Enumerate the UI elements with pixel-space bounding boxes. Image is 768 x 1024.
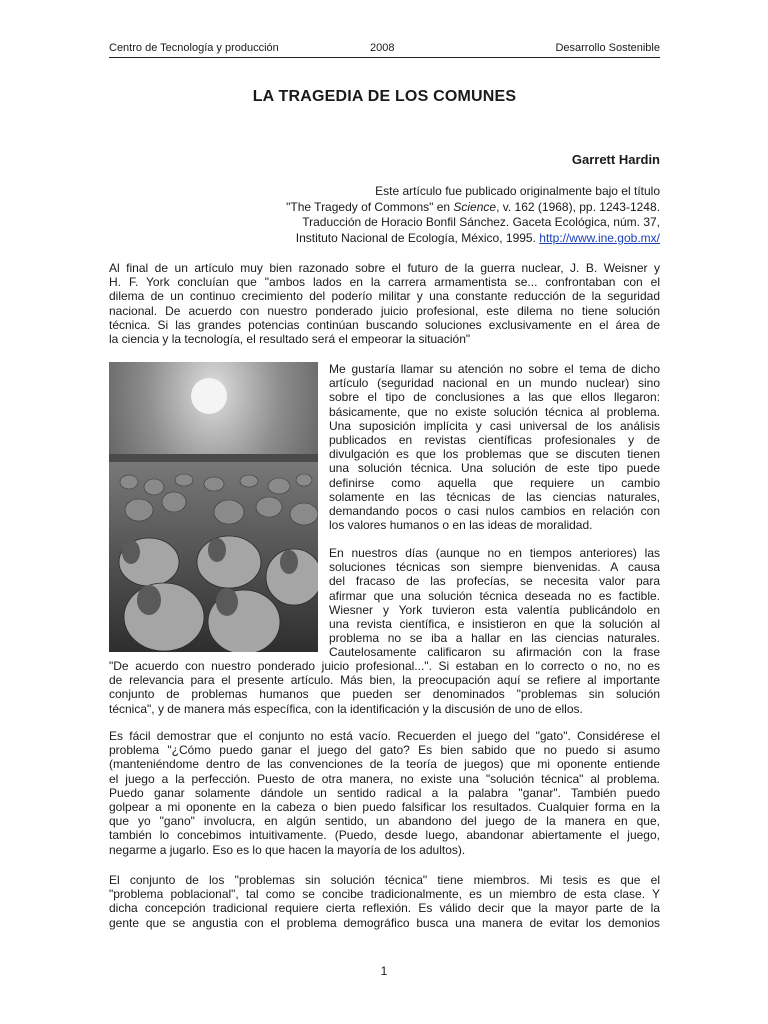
article-author: Garrett Hardin xyxy=(571,152,660,167)
text-line: gente que se angustia con el problema demográfico busca una manera de evitar los demonios xyxy=(109,915,660,930)
text-line: problema "¿Cómo puedo ganar el juego del gato? Es bien sabido que no puedo si asumo xyxy=(109,743,660,758)
text-line: nacional. De acuerdo con nuestro ponderado juicio profesional, este dilema no tiene solución xyxy=(109,303,660,318)
journal-name: Science xyxy=(453,199,497,214)
text-line: afirmar que una solución técnica deseada no es factible. xyxy=(329,588,660,603)
text-line: Wiesner y York tuvieron esta valentía publicándolo en xyxy=(329,602,660,617)
publication-note xyxy=(200,184,660,246)
header-left-text: Centro de Tecnología y producción xyxy=(109,42,279,54)
page-number: 1 xyxy=(380,964,388,978)
text-line: problema no se iba a hallar en las ciencias naturales. xyxy=(329,631,660,646)
text-line: Es fácil demostrar que el conjunto no está vacío. Recuerden el juego del "gato". Considérese el xyxy=(109,729,660,743)
ine-link[interactable]: http://www.ine.gob.mx/ xyxy=(539,230,660,245)
text-line: una solución técnica. Una solución de este tipo puede xyxy=(329,461,660,476)
text-line: el juego a la perfección. Puesto de otra manera, no existe una "solución técnica" al problema. xyxy=(109,771,660,786)
text-line: negarme a jugarlo. Eso es lo que hacen la mayoría de los adultos). xyxy=(109,842,466,857)
text-line: artículo (seguridad nacional en un mundo nuclear) sino xyxy=(329,376,660,391)
text-line: Puedo ganar solamente dándole un sentido radical a la palabra "ganar". También puedo xyxy=(109,785,660,800)
text-line: golpear a mi oponente en la cabeza o bien puedo falsificar los resultados. Cualquier forma en la xyxy=(109,799,660,814)
pubnote-line-2: "The Tragedy of Commons" en Science, v. 162 (1968), pp. 1243-1248. xyxy=(286,199,660,214)
text-line: divulgación es que los problemas que se discuten tienen xyxy=(329,447,660,462)
paragraph-3-full xyxy=(109,659,660,716)
text-line: dilema de un continuo crecimiento del poderío militar y una constante reducción de la seguridad xyxy=(109,289,660,304)
text-line: solamente en las técnicas de las ciencias naturales, xyxy=(329,489,660,504)
text-line: los valores humanos o en las ideas de moralidad. xyxy=(329,518,593,533)
text-line: también lo concebimos intuitivamente. (Puedo, desde luego, abandonar abiertamente el juego, xyxy=(109,828,660,843)
text-line: Me gustaría llamar su atención no sobre el tema de dicho xyxy=(329,362,660,376)
paragraph-4 xyxy=(109,729,660,857)
paragraph-5 xyxy=(109,873,660,930)
text-line: la ciencia y la tecnología, el resultado será el empeorar la situación" xyxy=(109,331,471,346)
header-year: 2008 xyxy=(370,42,395,54)
text-line: sobre el tipo de conclusiones a las que ellos llegaron: xyxy=(329,390,660,405)
text-line: una revista científica, e insistieron en que la solución al xyxy=(329,616,660,631)
text-line: definirse como aquella que requiere un cambio xyxy=(329,475,660,490)
text-line: del fracaso de las profecías, se necesita valor para xyxy=(329,574,660,589)
text-line: (manteniéndome dentro de las convenciones de la teoría de juegos) que mi oponente entiende xyxy=(109,757,660,772)
text-line: demandando pocos o casi nulos cambios en relación con xyxy=(329,503,660,518)
text-line: Una suposición implícita y casi universal de los análisis xyxy=(329,418,660,433)
text-line: conjunto de problemas humanos que pueden ser denominados "problemas sin solución xyxy=(109,687,660,702)
article-title: LA TRAGEDIA DE LOS COMUNES xyxy=(252,88,517,105)
text-line: "De acuerdo con nuestro ponderado juicio profesional...". Si estaban en lo correcto o no, no es xyxy=(109,659,660,673)
text-line: publicados en revistas científicas profesionales y de xyxy=(329,432,660,447)
text-line: El conjunto de los "problemas sin solución técnica" tiene miembros. Mi tesis es que el xyxy=(109,873,660,887)
pubnote-line-1: Este artículo fue publicado originalmente bajo el título xyxy=(375,184,660,198)
text-line: técnica", y de manera más específica, con la identificación y la discusión de uno de ellos. xyxy=(109,701,583,716)
page-header xyxy=(109,40,660,58)
text-line: H. F. York concluían que "ambos lados en la carrera armamentista se... confrontaban con el xyxy=(109,275,660,290)
text-line: soluciones técnicas son siempre bienvenidas. A causa xyxy=(329,560,660,575)
text-line: de relevancia para el presente artículo. Más bien, la preocupación aquí se refiere al importante xyxy=(109,673,660,688)
text-line: básicamente, que no existe solución técnica al problema. xyxy=(329,404,660,419)
text-line: técnica. Si las grandes potencias continúan buscando soluciones exclusivamente en el área de xyxy=(109,317,660,332)
sheep-photo xyxy=(109,362,318,652)
text-line: "problema poblacional", tal como se concibe tradicionalmente, es un miembro de esta clase. Y xyxy=(109,887,660,902)
paragraph-2 xyxy=(329,362,660,532)
paragraph-3-side xyxy=(329,546,660,660)
text-line: En nuestros días (aunque no en tiempos anteriores) las xyxy=(329,546,660,560)
text-line: Al final de un artículo muy bien razonado sobre el futuro de la guerra nuclear, J. B. Weisner y xyxy=(109,261,660,275)
pubnote-line-4: Instituto Nacional de Ecología, México, 1995. http://www.ine.gob.mx/ xyxy=(295,230,660,245)
text-line: dicha concepción tradicional requiere cierta reflexión. Es válido decir que la mayor parte de la xyxy=(109,901,660,916)
header-right-text: Desarrollo Sostenible xyxy=(555,42,660,54)
text-line: que yo "gano" involucra, en algún sentido, un abandono del juego de la manera en que, xyxy=(109,814,660,829)
paragraph-1 xyxy=(109,261,660,346)
text-line: Cautelosamente calificaron su afirmación con la frase xyxy=(329,645,660,660)
pubnote-line-3: Traducción de Horacio Bonfil Sánchez. Gaceta Ecológica, núm. 37, xyxy=(302,215,660,229)
